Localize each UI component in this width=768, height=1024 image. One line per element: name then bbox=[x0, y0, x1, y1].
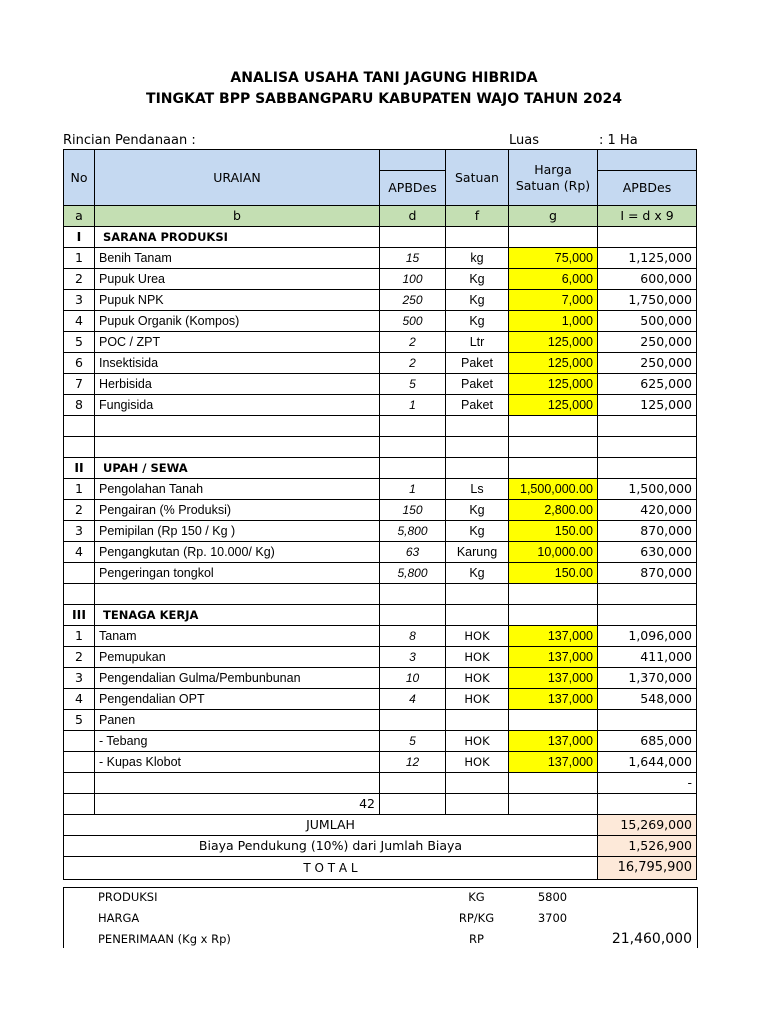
subheader-d: d bbox=[380, 206, 446, 227]
row-total: 1,125,000 bbox=[598, 248, 697, 269]
blank-cell bbox=[509, 794, 598, 815]
table-row bbox=[64, 521, 697, 542]
row-no bbox=[64, 752, 95, 773]
footer-blank bbox=[63, 908, 94, 929]
table-row bbox=[64, 479, 697, 500]
row-satuan: Kg bbox=[446, 563, 509, 584]
row-no: 2 bbox=[64, 647, 95, 668]
blank-cell bbox=[598, 437, 697, 458]
table-row bbox=[64, 647, 697, 668]
row-uraian: Insektisida bbox=[95, 353, 380, 374]
footer-label: PRODUKSI bbox=[98, 890, 158, 904]
section-title: UPAH / SEWA bbox=[95, 458, 380, 479]
table-row bbox=[64, 374, 697, 395]
row-volume: 12 bbox=[380, 752, 446, 773]
footer-blank bbox=[63, 887, 94, 908]
blank-cell bbox=[380, 794, 446, 815]
row-total: 600,000 bbox=[598, 269, 697, 290]
footer-table bbox=[63, 887, 696, 950]
row-satuan: Paket bbox=[446, 353, 509, 374]
subheader-f: f bbox=[446, 206, 509, 227]
blank-cell bbox=[64, 416, 95, 437]
blank-cell bbox=[598, 605, 697, 626]
row-satuan: HOK bbox=[446, 626, 509, 647]
section-number: II bbox=[64, 458, 95, 479]
row-volume: 5 bbox=[380, 731, 446, 752]
row-total: 870,000 bbox=[598, 521, 697, 542]
row-uraian bbox=[95, 773, 380, 794]
subheader-a: a bbox=[64, 206, 95, 227]
row-harga: 7,000 bbox=[509, 290, 598, 311]
row-no: 1 bbox=[64, 626, 95, 647]
total-label: T O T A L bbox=[64, 857, 598, 880]
row-no: 3 bbox=[64, 521, 95, 542]
blank-cell bbox=[509, 584, 598, 605]
row-no: 4 bbox=[64, 311, 95, 332]
row-harga: 75,000 bbox=[509, 248, 598, 269]
row-no: 4 bbox=[64, 689, 95, 710]
blank-cell bbox=[95, 437, 380, 458]
table-row bbox=[64, 248, 697, 269]
footer-amount bbox=[597, 887, 696, 908]
blank-cell bbox=[446, 416, 509, 437]
report-subtitle: TINGKAT BPP SABBANGPARU KABUPATEN WAJO TAHUN 2024 bbox=[146, 91, 622, 107]
row-satuan: Kg bbox=[446, 500, 509, 521]
blank-cell bbox=[95, 584, 380, 605]
footer-amount bbox=[597, 908, 696, 929]
blank-cell bbox=[380, 437, 446, 458]
row-no bbox=[64, 731, 95, 752]
jumlah-row bbox=[64, 815, 697, 836]
table-row bbox=[64, 626, 697, 647]
row-volume: 5,800 bbox=[380, 521, 446, 542]
luas-label: Luas bbox=[509, 133, 539, 148]
row-harga: 137,000 bbox=[509, 752, 598, 773]
blank-cell bbox=[446, 227, 509, 248]
blank-cell bbox=[64, 437, 95, 458]
row-total: 1,644,000 bbox=[598, 752, 697, 773]
pendukung-value: 1,526,900 bbox=[598, 836, 697, 857]
row-volume: 4 bbox=[380, 689, 446, 710]
row-harga: 125,000 bbox=[509, 332, 598, 353]
blank-row bbox=[64, 416, 697, 437]
row-uraian: Pupuk Organik (Kompos) bbox=[95, 311, 380, 332]
row-satuan: Paket bbox=[446, 374, 509, 395]
row-no bbox=[64, 773, 95, 794]
section-header bbox=[64, 605, 697, 626]
blank-cell bbox=[598, 416, 697, 437]
row-satuan bbox=[446, 773, 509, 794]
table-row bbox=[64, 668, 697, 689]
header-row-top bbox=[64, 150, 697, 171]
row-no: 1 bbox=[64, 479, 95, 500]
row-uraian: Pengeringan tongkol bbox=[95, 563, 380, 584]
row-harga: 1,000 bbox=[509, 311, 598, 332]
row-total bbox=[598, 710, 697, 731]
row-uraian: Pengangkutan (Rp. 10.000/ Kg) bbox=[95, 542, 380, 563]
footer-value: 5800 bbox=[537, 890, 568, 904]
row-volume: 1 bbox=[380, 479, 446, 500]
row-satuan: Ls bbox=[446, 479, 509, 500]
row-no: 6 bbox=[64, 353, 95, 374]
section-title: SARANA PRODUKSI bbox=[95, 227, 380, 248]
blank-cell bbox=[64, 584, 95, 605]
row-total: 1,370,000 bbox=[598, 668, 697, 689]
row-no: 5 bbox=[64, 332, 95, 353]
header-apbdes-blank bbox=[380, 150, 446, 171]
table-row bbox=[64, 353, 697, 374]
footer-unit: RP/KG bbox=[458, 911, 495, 925]
row-no: 8 bbox=[64, 395, 95, 416]
table-row bbox=[64, 332, 697, 353]
row-uraian: Pengairan (% Produksi) bbox=[95, 500, 380, 521]
row-uraian: - Kupas Klobot bbox=[95, 752, 380, 773]
table-row bbox=[64, 563, 697, 584]
row-satuan: kg bbox=[446, 248, 509, 269]
row-satuan bbox=[446, 710, 509, 731]
row-uraian: Fungisida bbox=[95, 395, 380, 416]
row-volume bbox=[380, 773, 446, 794]
row-satuan: Kg bbox=[446, 521, 509, 542]
row-no: 3 bbox=[64, 290, 95, 311]
blank-cell bbox=[509, 227, 598, 248]
blank-cell bbox=[598, 584, 697, 605]
header-uraian: URAIAN bbox=[95, 150, 380, 206]
row-harga bbox=[509, 773, 598, 794]
footer-blank bbox=[63, 929, 94, 950]
table-row bbox=[64, 773, 697, 794]
row-satuan: HOK bbox=[446, 647, 509, 668]
row-total: 125,000 bbox=[598, 395, 697, 416]
row-harga: 137,000 bbox=[509, 626, 598, 647]
row-satuan: Karung bbox=[446, 542, 509, 563]
row-no: 7 bbox=[64, 374, 95, 395]
row-satuan: Kg bbox=[446, 311, 509, 332]
table-row bbox=[64, 710, 697, 731]
blank-cell bbox=[509, 458, 598, 479]
row-volume: 10 bbox=[380, 668, 446, 689]
blank-cell bbox=[446, 794, 509, 815]
row-harga: 1,500,000.00 bbox=[509, 479, 598, 500]
row-total: 250,000 bbox=[598, 353, 697, 374]
row-volume: 1 bbox=[380, 395, 446, 416]
row-satuan: HOK bbox=[446, 752, 509, 773]
blank-cell bbox=[446, 584, 509, 605]
blank-cell bbox=[380, 605, 446, 626]
row-harga: 6,000 bbox=[509, 269, 598, 290]
luas-value: : 1 Ha bbox=[599, 133, 638, 148]
row-total: 548,000 bbox=[598, 689, 697, 710]
row-uraian: Pengendalian OPT bbox=[95, 689, 380, 710]
row-harga bbox=[509, 710, 598, 731]
blank-cell bbox=[598, 227, 697, 248]
pendukung-label: Biaya Pendukung (10%) dari Jumlah Biaya bbox=[64, 836, 598, 857]
row-harga: 125,000 bbox=[509, 353, 598, 374]
row-total: - bbox=[598, 773, 697, 794]
footer-unit: KG bbox=[468, 890, 485, 904]
blank-cell bbox=[598, 458, 697, 479]
row-harga: 137,000 bbox=[509, 647, 598, 668]
blank-row bbox=[64, 584, 697, 605]
table-row bbox=[64, 689, 697, 710]
budget-table bbox=[63, 149, 697, 880]
table-row bbox=[64, 269, 697, 290]
row-volume: 5,800 bbox=[380, 563, 446, 584]
row-volume: 150 bbox=[380, 500, 446, 521]
row-uraian: Herbisida bbox=[95, 374, 380, 395]
subheader-row bbox=[64, 206, 697, 227]
table-row bbox=[64, 395, 697, 416]
row-uraian: Pengolahan Tanah bbox=[95, 479, 380, 500]
row-harga: 125,000 bbox=[509, 395, 598, 416]
row-uraian: Tanam bbox=[95, 626, 380, 647]
row-volume: 15 bbox=[380, 248, 446, 269]
blank-row bbox=[64, 437, 697, 458]
row-volume: 63 bbox=[380, 542, 446, 563]
row-satuan: Kg bbox=[446, 269, 509, 290]
count-row bbox=[64, 794, 697, 815]
blank-cell bbox=[380, 416, 446, 437]
row-satuan: Ltr bbox=[446, 332, 509, 353]
count-value: 42 bbox=[95, 794, 380, 815]
row-volume: 2 bbox=[380, 332, 446, 353]
blank-cell bbox=[64, 794, 95, 815]
header-no: No bbox=[64, 150, 95, 206]
row-total: 420,000 bbox=[598, 500, 697, 521]
section-header bbox=[64, 227, 697, 248]
row-uraian: Pengendalian Gulma/Pembunbunan bbox=[95, 668, 380, 689]
table-row bbox=[64, 290, 697, 311]
footer-row bbox=[63, 887, 696, 908]
table-row bbox=[64, 752, 697, 773]
row-harga: 2,800.00 bbox=[509, 500, 598, 521]
jumlah-label: JUMLAH bbox=[64, 815, 598, 836]
row-uraian: Pupuk NPK bbox=[95, 290, 380, 311]
row-volume: 250 bbox=[380, 290, 446, 311]
row-volume: 3 bbox=[380, 647, 446, 668]
row-total: 870,000 bbox=[598, 563, 697, 584]
blank-cell bbox=[446, 458, 509, 479]
row-total: 1,750,000 bbox=[598, 290, 697, 311]
row-satuan: HOK bbox=[446, 731, 509, 752]
section-number: I bbox=[64, 227, 95, 248]
section-header bbox=[64, 458, 697, 479]
blank-cell bbox=[598, 794, 697, 815]
row-harga: 137,000 bbox=[509, 731, 598, 752]
row-satuan: HOK bbox=[446, 689, 509, 710]
row-total: 500,000 bbox=[598, 311, 697, 332]
footer-label: PENERIMAAN (Kg x Rp) bbox=[98, 932, 231, 946]
row-harga: 10,000.00 bbox=[509, 542, 598, 563]
row-total: 625,000 bbox=[598, 374, 697, 395]
row-uraian: Pemupukan bbox=[95, 647, 380, 668]
row-uraian: Benih Tanam bbox=[95, 248, 380, 269]
row-satuan: Kg bbox=[446, 290, 509, 311]
row-no: 4 bbox=[64, 542, 95, 563]
subheader-b: b bbox=[95, 206, 380, 227]
row-total: 630,000 bbox=[598, 542, 697, 563]
jumlah-value: 15,269,000 bbox=[598, 815, 697, 836]
row-harga: 150.00 bbox=[509, 563, 598, 584]
total-value: 16,795,900 bbox=[598, 857, 697, 880]
blank-cell bbox=[380, 227, 446, 248]
header-harga: Harga Satuan (Rp) bbox=[509, 150, 598, 206]
blank-cell bbox=[509, 416, 598, 437]
subheader-i: I = d x 9 bbox=[598, 206, 697, 227]
row-volume: 100 bbox=[380, 269, 446, 290]
row-total: 411,000 bbox=[598, 647, 697, 668]
footer-row bbox=[63, 908, 696, 929]
footer-label: HARGA bbox=[98, 911, 140, 925]
row-uraian: Panen bbox=[95, 710, 380, 731]
footer-value: 3700 bbox=[537, 911, 568, 925]
header-apbdes-total: APBDes bbox=[598, 171, 697, 206]
row-volume: 500 bbox=[380, 311, 446, 332]
blank-cell bbox=[446, 437, 509, 458]
rincian-label: Rincian Pendanaan : bbox=[63, 133, 196, 148]
row-volume: 8 bbox=[380, 626, 446, 647]
footer-unit: RP bbox=[469, 932, 484, 946]
row-harga: 137,000 bbox=[509, 668, 598, 689]
row-no: 5 bbox=[64, 710, 95, 731]
header-satuan: Satuan bbox=[446, 150, 509, 206]
row-uraian: Pupuk Urea bbox=[95, 269, 380, 290]
row-no: 3 bbox=[64, 668, 95, 689]
row-uraian: - Tebang bbox=[95, 731, 380, 752]
header-total-blank bbox=[598, 150, 697, 171]
section-number: III bbox=[64, 605, 95, 626]
row-uraian: Pemipilan (Rp 150 / Kg ) bbox=[95, 521, 380, 542]
row-no: 2 bbox=[64, 500, 95, 521]
footer-value bbox=[508, 929, 597, 950]
blank-cell bbox=[509, 437, 598, 458]
blank-cell bbox=[380, 458, 446, 479]
table-row bbox=[64, 311, 697, 332]
blank-cell bbox=[509, 605, 598, 626]
row-no bbox=[64, 563, 95, 584]
row-uraian: POC / ZPT bbox=[95, 332, 380, 353]
row-volume: 5 bbox=[380, 374, 446, 395]
table-row bbox=[64, 731, 697, 752]
row-total: 1,500,000 bbox=[598, 479, 697, 500]
row-total: 1,096,000 bbox=[598, 626, 697, 647]
row-volume bbox=[380, 710, 446, 731]
pendukung-row bbox=[64, 836, 697, 857]
row-no: 1 bbox=[64, 248, 95, 269]
table-row bbox=[64, 542, 697, 563]
row-harga: 150.00 bbox=[509, 521, 598, 542]
table-row bbox=[64, 500, 697, 521]
row-harga: 137,000 bbox=[509, 689, 598, 710]
header-apbdes: APBDes bbox=[380, 171, 446, 206]
row-total: 250,000 bbox=[598, 332, 697, 353]
blank-cell bbox=[95, 416, 380, 437]
subheader-g: g bbox=[509, 206, 598, 227]
blank-cell bbox=[380, 584, 446, 605]
section-title: TENAGA KERJA bbox=[95, 605, 380, 626]
row-satuan: HOK bbox=[446, 668, 509, 689]
blank-cell bbox=[446, 605, 509, 626]
total-row bbox=[64, 857, 697, 880]
report-title: ANALISA USAHA TANI JAGUNG HIBRIDA bbox=[230, 70, 538, 86]
row-satuan: Paket bbox=[446, 395, 509, 416]
row-no: 2 bbox=[64, 269, 95, 290]
row-harga: 125,000 bbox=[509, 374, 598, 395]
row-volume: 2 bbox=[380, 353, 446, 374]
row-total: 685,000 bbox=[598, 731, 697, 752]
footer-row bbox=[63, 929, 696, 950]
footer-amount: 21,460,000 bbox=[611, 931, 692, 947]
